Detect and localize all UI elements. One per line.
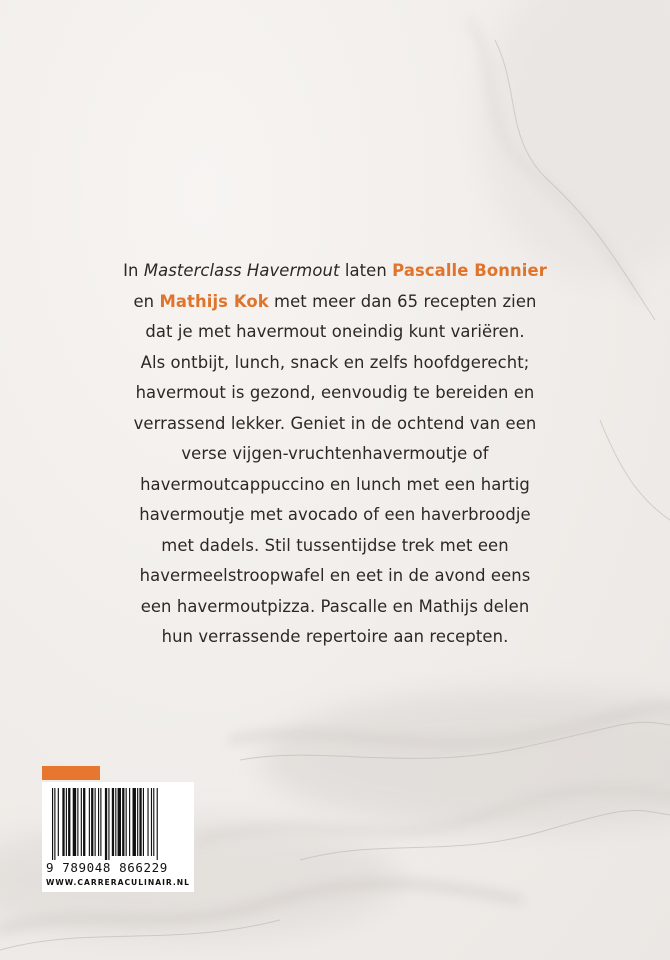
barcode-bar [126, 788, 127, 856]
barcode-bar [151, 788, 152, 856]
barcode-bar [105, 788, 107, 860]
barcode-bar [118, 788, 121, 856]
blurb-line: een havermoutpizza. Pascalle en Mathijs delen [140, 596, 530, 616]
blurb-line: dat je met havermout oneindig kunt variëren. [145, 322, 525, 341]
barcode-panel [42, 782, 194, 892]
barcode-bar [147, 788, 148, 856]
barcode-bar [98, 788, 99, 856]
isbn-barcode [42, 782, 194, 862]
back-cover-blurb [60, 256, 610, 653]
barcode-bar [100, 788, 101, 856]
blurb-text: en [133, 291, 160, 311]
isbn-number: 9 789048 866229 [46, 860, 168, 875]
barcode-bar [133, 788, 136, 856]
barcode-bar [157, 788, 158, 860]
blurb-line: havermeelstroopwafel en eet in de avond eens [139, 566, 531, 585]
blurb-text: met meer dan 65 recepten zien [268, 291, 537, 311]
barcode-bar [91, 788, 93, 856]
blurb-line: met dadels. Stil tussentijdse trek met een [161, 535, 509, 555]
barcode-bar [83, 788, 85, 856]
barcode-bar [143, 788, 144, 856]
blurb-text: In [123, 261, 144, 280]
barcode-bar [77, 788, 78, 856]
barcode-bar [115, 788, 116, 856]
barcode-bar [108, 788, 109, 860]
orange-accent-bar [42, 766, 100, 780]
barcode-bar [73, 788, 76, 856]
barcode-bar [153, 788, 154, 856]
barcode-bar [66, 788, 67, 856]
barcode-bar [62, 788, 64, 856]
barcode-bar [139, 788, 141, 856]
blurb-line: havermout is gezond, eenvoudig te bereiden en [135, 383, 535, 402]
barcode-bar [137, 788, 138, 856]
blurb-line: hun verrassende repertoire aan recepten. [161, 627, 509, 646]
book-title: Masterclass Havermout [143, 261, 340, 280]
blurb-line: havermoutje met avocado of een haverbroodje [139, 505, 531, 524]
blurb-line: havermoutcappuccino en lunch met een hartig [140, 474, 530, 494]
author-name: Mathijs Kok [159, 291, 269, 311]
blurb-line: verse vijgen-vruchtenhavermoutje of [181, 444, 489, 463]
barcode-bar [95, 788, 96, 856]
barcode-bar [68, 788, 70, 856]
blurb-line [60, 287, 610, 318]
blurb-text: laten [339, 261, 393, 280]
barcode-bar [52, 788, 53, 860]
blurb-line: Als ontbijt, lunch, snack en zelfs hoofdgerecht; [140, 352, 530, 372]
barcode-bar [129, 788, 130, 856]
barcode-bar [54, 788, 55, 860]
barcode-bar [58, 788, 59, 856]
author-name: Pascalle Bonnier [392, 261, 547, 280]
blurb-line [60, 256, 610, 287]
publisher-website: WWW.CARRERACULINAIR.NL [46, 878, 190, 887]
barcode-bar [89, 788, 90, 856]
barcode-bar [112, 788, 114, 856]
barcode-bar [122, 788, 124, 856]
barcode-bar [81, 788, 82, 856]
blurb-line: verrassend lekker. Geniet in de ochtend van een [133, 413, 537, 433]
